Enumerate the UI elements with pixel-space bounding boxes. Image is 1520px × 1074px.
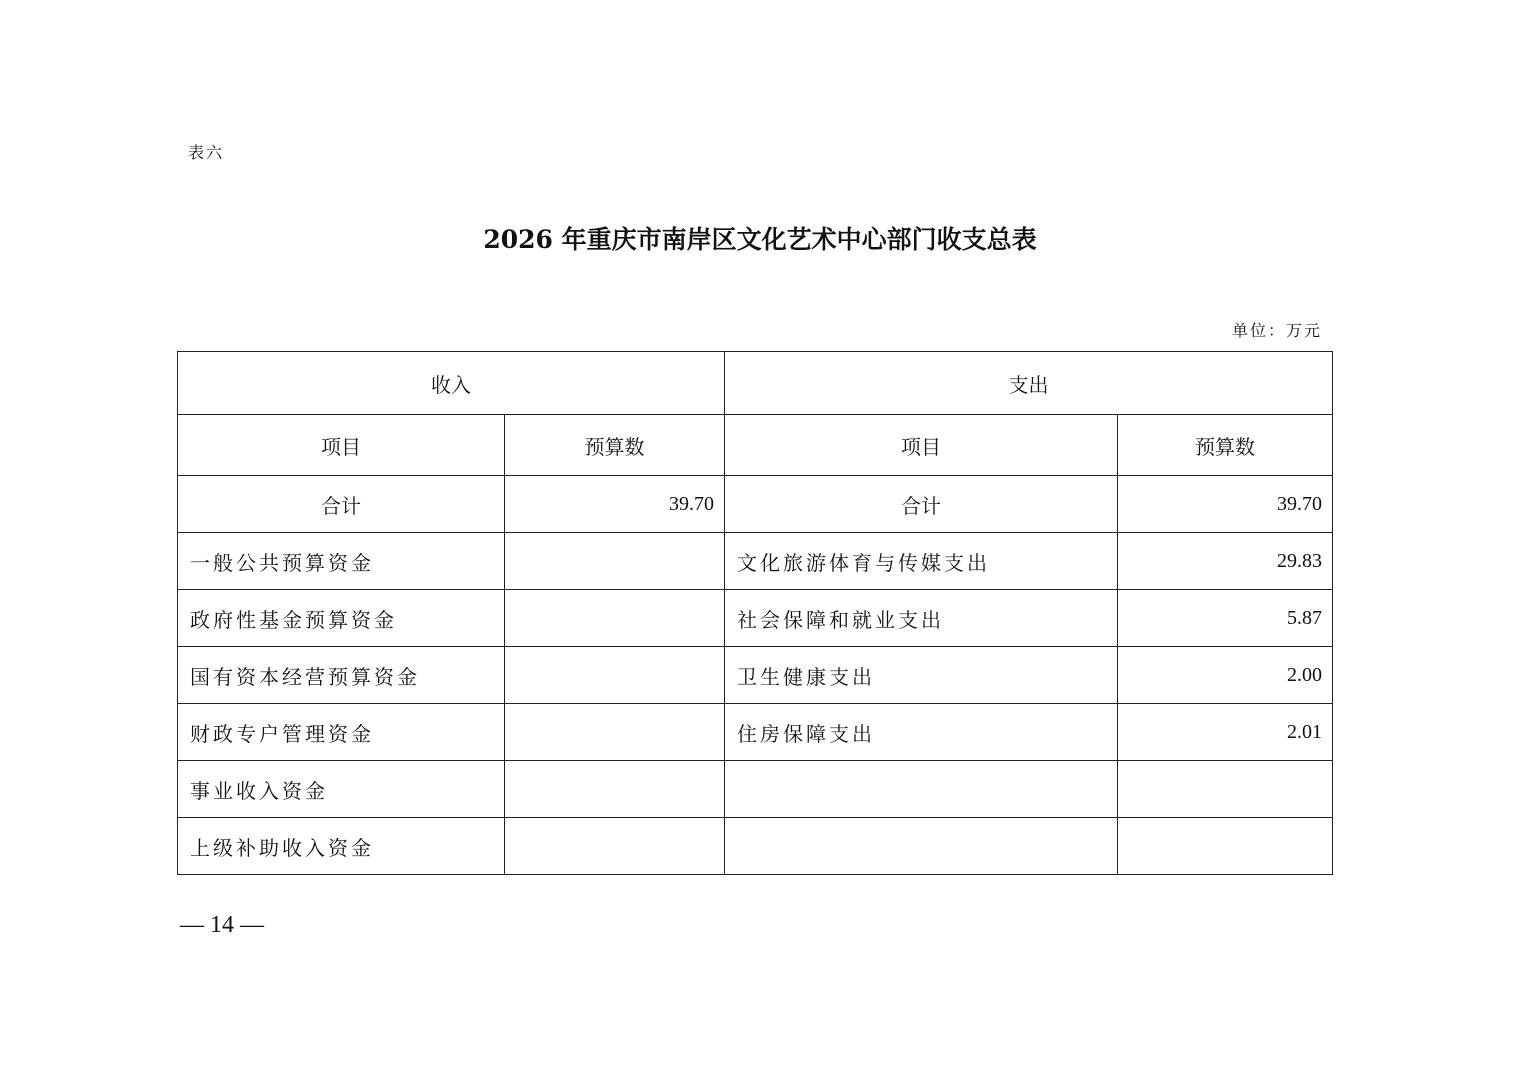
unit-label: 单位：万元: [1231, 321, 1322, 340]
income-item: 上级补助收入资金: [178, 818, 505, 875]
page-number: — 14 —: [180, 912, 264, 938]
expense-item-header: 项目: [725, 415, 1118, 476]
expense-value: 5.87: [1118, 590, 1333, 647]
table-row: [178, 533, 1333, 590]
expense-item: 社会保障和就业支出: [725, 590, 1118, 647]
table-row: [178, 704, 1333, 761]
income-item: 政府性基金预算资金: [178, 590, 505, 647]
expense-item: 卫生健康支出: [725, 647, 1118, 704]
expense-value: 2.00: [1118, 647, 1333, 704]
table-label: 表六: [188, 143, 225, 162]
income-value: [505, 761, 725, 818]
expense-total-label: 合计: [725, 476, 1118, 533]
header-row-sub: [178, 415, 1333, 476]
income-value: [505, 704, 725, 761]
income-total-value: 39.70: [505, 476, 725, 533]
total-row: [178, 476, 1333, 533]
income-item: 一般公共预算资金: [178, 533, 505, 590]
budget-table: [177, 351, 1333, 875]
income-value: [505, 533, 725, 590]
header-row-main: [178, 352, 1333, 415]
expense-value: [1118, 818, 1333, 875]
table-row: [178, 761, 1333, 818]
income-value: [505, 647, 725, 704]
expense-item: 住房保障支出: [725, 704, 1118, 761]
expense-item: 文化旅游体育与传媒支出: [725, 533, 1118, 590]
expense-value: 29.83: [1118, 533, 1333, 590]
expense-item: [725, 761, 1118, 818]
expense-value: [1118, 761, 1333, 818]
page-title: 2026 年重庆市南岸区文化艺术中心部门收支总表: [483, 225, 1037, 254]
table-row: [178, 590, 1333, 647]
expense-total-value: 39.70: [1118, 476, 1333, 533]
expense-budget-header: 预算数: [1118, 415, 1333, 476]
income-item: 财政专户管理资金: [178, 704, 505, 761]
expense-header: 支出: [725, 352, 1333, 415]
income-item: 事业收入资金: [178, 761, 505, 818]
income-item: 国有资本经营预算资金: [178, 647, 505, 704]
income-item-header: 项目: [178, 415, 505, 476]
income-header: 收入: [178, 352, 725, 415]
income-budget-header: 预算数: [505, 415, 725, 476]
income-value: [505, 590, 725, 647]
expense-item: [725, 818, 1118, 875]
table-row: [178, 818, 1333, 875]
income-value: [505, 818, 725, 875]
expense-value: 2.01: [1118, 704, 1333, 761]
income-total-label: 合计: [178, 476, 505, 533]
table-row: [178, 647, 1333, 704]
